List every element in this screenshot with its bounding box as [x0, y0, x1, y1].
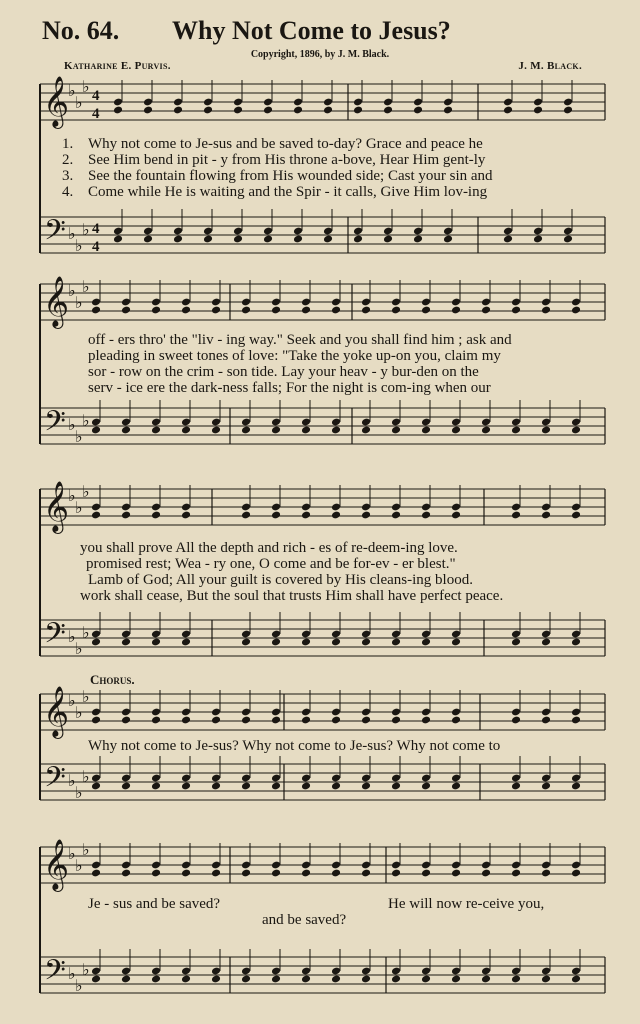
- note-head: [121, 638, 131, 647]
- note-head: [241, 716, 251, 725]
- note-head: [173, 106, 183, 115]
- note-head: [511, 638, 521, 647]
- flat-icon: ♭: [82, 411, 90, 430]
- author-credit: Katharine E. Purvis.: [64, 60, 171, 72]
- note-head: [481, 426, 491, 435]
- note-head: [271, 782, 281, 791]
- note-head: [271, 869, 281, 878]
- flat-icon: ♭: [68, 627, 76, 646]
- note-head: [353, 235, 363, 244]
- note-head: [151, 426, 161, 435]
- note-head: [571, 782, 581, 791]
- note-head: [211, 306, 221, 315]
- note-head: [451, 975, 461, 984]
- lyric-line: work shall cease, But the soul that trusts Him shall have perfect peace.: [80, 588, 504, 604]
- flat-icon: ♭: [75, 293, 83, 312]
- flat-icon: ♭: [75, 856, 83, 875]
- note-head: [301, 426, 311, 435]
- note-head: [331, 975, 341, 984]
- note-head: [121, 869, 131, 878]
- note-head: [451, 306, 461, 315]
- note-head: [293, 106, 303, 115]
- note-head: [91, 716, 101, 725]
- note-head: [181, 638, 191, 647]
- chorus-lyric-line: Why not come to Je-sus? Why not come to Je-sus? Why not come to: [88, 738, 501, 754]
- note-head: [331, 782, 341, 791]
- note-head: [181, 306, 191, 315]
- note-head: [541, 716, 551, 725]
- treble-clef-icon: 𝄞: [43, 76, 70, 127]
- flat-icon: ♭: [82, 623, 90, 642]
- note-head: [391, 426, 401, 435]
- note-head: [301, 638, 311, 647]
- treble-clef-icon: 𝄞: [43, 481, 70, 532]
- note-head: [91, 511, 101, 520]
- lyric-line: Lamb of God; All your guilt is covered by His cleans-ing blood.: [88, 572, 473, 588]
- lyric-line: 4. Come while He is waiting and the Spir - it calls, Give Him lov-ing: [62, 184, 488, 200]
- note-head: [271, 306, 281, 315]
- note-head: [271, 511, 281, 520]
- note-head: [113, 235, 123, 244]
- note-head: [241, 975, 251, 984]
- note-head: [361, 306, 371, 315]
- note-head: [571, 638, 581, 647]
- note-head: [181, 426, 191, 435]
- note-head: [391, 975, 401, 984]
- flat-icon: ♭: [68, 771, 76, 790]
- note-head: [421, 782, 431, 791]
- note-head: [361, 869, 371, 878]
- note-head: [533, 235, 543, 244]
- note-head: [563, 106, 573, 115]
- note-head: [511, 716, 521, 725]
- note-head: [271, 638, 281, 647]
- time-signature-bottom: 4: [92, 106, 100, 122]
- note-head: [361, 782, 371, 791]
- note-head: [241, 306, 251, 315]
- lyric-line: pleading in sweet tones of love: "Take the yoke up-on you, claim my: [88, 348, 501, 364]
- note-head: [91, 306, 101, 315]
- note-head: [391, 869, 401, 878]
- note-head: [383, 235, 393, 244]
- flat-icon: ♭: [75, 498, 83, 517]
- note-head: [151, 975, 161, 984]
- note-head: [361, 975, 371, 984]
- note-head: [271, 716, 281, 725]
- note-head: [563, 235, 573, 244]
- note-head: [571, 426, 581, 435]
- note-head: [451, 782, 461, 791]
- flat-icon: ♭: [68, 81, 76, 100]
- note-head: [121, 975, 131, 984]
- note-head: [211, 869, 221, 878]
- note-head: [511, 869, 521, 878]
- flat-icon: ♭: [68, 691, 76, 710]
- flat-icon: ♭: [75, 639, 83, 658]
- note-head: [301, 869, 311, 878]
- note-head: [151, 638, 161, 647]
- note-head: [353, 106, 363, 115]
- chorus-lyric-line: Je - sus and be saved?: [88, 896, 221, 912]
- note-head: [143, 106, 153, 115]
- time-signature-top: 4: [92, 88, 100, 104]
- note-head: [391, 716, 401, 725]
- flat-icon: ♭: [82, 482, 90, 501]
- bass-clef-icon: 𝄢: [44, 761, 66, 801]
- note-head: [211, 426, 221, 435]
- chorus-lyric-line: He will now re-ceive you,: [388, 896, 545, 912]
- note-head: [263, 235, 273, 244]
- note-head: [511, 975, 521, 984]
- note-head: [361, 511, 371, 520]
- note-head: [241, 511, 251, 520]
- note-head: [421, 638, 431, 647]
- note-head: [121, 782, 131, 791]
- lyric-line: you shall prove All the depth and rich - es of re-deem-ing love.: [80, 540, 458, 556]
- note-head: [451, 716, 461, 725]
- note-head: [451, 869, 461, 878]
- note-head: [181, 869, 191, 878]
- note-head: [541, 306, 551, 315]
- note-head: [301, 511, 311, 520]
- flat-icon: ♭: [82, 220, 90, 239]
- lyric-line: promised rest; Wea - ry one, O come and be for-ev - er blest.": [86, 556, 456, 572]
- note-head: [391, 511, 401, 520]
- note-head: [271, 426, 281, 435]
- lyric-line: 2. See Him bend in pit - y from His throne a-bove, Hear Him gent-ly: [62, 152, 486, 168]
- note-head: [391, 306, 401, 315]
- note-head: [181, 782, 191, 791]
- note-head: [181, 975, 191, 984]
- note-head: [151, 511, 161, 520]
- note-head: [241, 782, 251, 791]
- note-head: [413, 106, 423, 115]
- note-head: [481, 869, 491, 878]
- note-head: [541, 638, 551, 647]
- note-head: [203, 235, 213, 244]
- note-head: [511, 426, 521, 435]
- note-head: [361, 426, 371, 435]
- flat-icon: ♭: [68, 415, 76, 434]
- note-head: [541, 426, 551, 435]
- note-head: [361, 716, 371, 725]
- lyric-line: 1. Why not come to Je-sus and be saved to-day? Grace and peace he: [62, 136, 483, 152]
- note-head: [571, 511, 581, 520]
- flat-icon: ♭: [68, 486, 76, 505]
- note-head: [421, 511, 431, 520]
- note-head: [233, 106, 243, 115]
- note-head: [241, 638, 251, 647]
- note-head: [301, 716, 311, 725]
- note-head: [91, 869, 101, 878]
- bass-clef-icon: 𝄢: [44, 954, 66, 994]
- note-head: [151, 782, 161, 791]
- treble-clef-icon: 𝄞: [43, 839, 70, 890]
- note-head: [211, 716, 221, 725]
- bass-clef-icon: 𝄢: [44, 405, 66, 445]
- flat-icon: ♭: [68, 844, 76, 863]
- note-head: [301, 975, 311, 984]
- note-head: [481, 306, 491, 315]
- note-head: [113, 106, 123, 115]
- note-head: [181, 511, 191, 520]
- note-head: [173, 235, 183, 244]
- note-head: [323, 235, 333, 244]
- note-head: [511, 511, 521, 520]
- note-head: [443, 235, 453, 244]
- bass-clef-icon: 𝄢: [44, 617, 66, 657]
- note-head: [421, 975, 431, 984]
- note-head: [391, 638, 401, 647]
- copyright-line: Copyright, 1896, by J. M. Black.: [250, 49, 390, 60]
- composer-credit: J. M. Black.: [518, 60, 582, 72]
- note-head: [451, 638, 461, 647]
- note-head: [451, 511, 461, 520]
- note-head: [331, 426, 341, 435]
- note-head: [121, 306, 131, 315]
- note-head: [541, 869, 551, 878]
- note-head: [121, 426, 131, 435]
- note-head: [541, 782, 551, 791]
- flat-icon: ♭: [75, 236, 83, 255]
- chorus-lyric-line: and be saved?: [262, 912, 347, 928]
- note-head: [541, 975, 551, 984]
- lyric-line: 3. See the fountain flowing from His wounded side; Cast your sin and: [62, 168, 493, 184]
- note-head: [293, 235, 303, 244]
- note-head: [331, 716, 341, 725]
- note-head: [511, 782, 521, 791]
- note-head: [151, 306, 161, 315]
- lyric-line: off - ers thro' the "liv - ing way." Seek and you shall find him ; ask and: [88, 332, 512, 348]
- note-head: [331, 638, 341, 647]
- note-head: [421, 869, 431, 878]
- note-head: [91, 782, 101, 791]
- note-head: [151, 869, 161, 878]
- note-head: [263, 106, 273, 115]
- flat-icon: ♭: [75, 783, 83, 802]
- note-head: [121, 511, 131, 520]
- note-head: [571, 869, 581, 878]
- flat-icon: ♭: [82, 767, 90, 786]
- flat-icon: ♭: [75, 976, 83, 995]
- flat-icon: ♭: [75, 427, 83, 446]
- note-head: [481, 975, 491, 984]
- note-head: [91, 975, 101, 984]
- note-head: [233, 235, 243, 244]
- flat-icon: ♭: [68, 224, 76, 243]
- note-head: [143, 235, 153, 244]
- flat-icon: ♭: [82, 277, 90, 296]
- flat-icon: ♭: [82, 960, 90, 979]
- note-head: [383, 106, 393, 115]
- flat-icon: ♭: [75, 93, 83, 112]
- hymn-title: Why Not Come to Jesus?: [172, 16, 451, 45]
- flat-icon: ♭: [68, 281, 76, 300]
- flat-icon: ♭: [82, 77, 90, 96]
- note-head: [301, 306, 311, 315]
- note-head: [203, 106, 213, 115]
- note-head: [331, 869, 341, 878]
- note-head: [511, 306, 521, 315]
- flat-icon: ♭: [68, 964, 76, 983]
- flat-icon: ♭: [75, 703, 83, 722]
- note-head: [571, 716, 581, 725]
- note-head: [391, 782, 401, 791]
- treble-clef-icon: 𝄞: [43, 686, 70, 737]
- time-signature-bottom: 4: [92, 239, 100, 255]
- note-head: [451, 426, 461, 435]
- lyric-line: sor - row on the crim - son tide. Lay your heav - y bur-den on the: [88, 364, 479, 380]
- bass-clef-icon: 𝄢: [44, 214, 66, 254]
- note-head: [443, 106, 453, 115]
- note-head: [331, 511, 341, 520]
- note-head: [571, 975, 581, 984]
- note-head: [421, 716, 431, 725]
- note-head: [533, 106, 543, 115]
- flat-icon: ♭: [82, 840, 90, 859]
- note-head: [181, 716, 191, 725]
- note-head: [91, 638, 101, 647]
- note-head: [91, 426, 101, 435]
- note-head: [571, 306, 581, 315]
- note-head: [421, 306, 431, 315]
- note-head: [121, 716, 131, 725]
- hymn-number: No. 64.: [42, 16, 120, 45]
- note-head: [541, 511, 551, 520]
- note-head: [271, 975, 281, 984]
- chorus-label: Chorus.: [90, 672, 135, 687]
- note-head: [413, 235, 423, 244]
- time-signature-top: 4: [92, 221, 100, 237]
- note-head: [241, 426, 251, 435]
- treble-clef-icon: 𝄞: [43, 276, 70, 327]
- note-head: [323, 106, 333, 115]
- note-head: [211, 782, 221, 791]
- note-head: [211, 975, 221, 984]
- note-head: [151, 716, 161, 725]
- note-head: [301, 782, 311, 791]
- flat-icon: ♭: [82, 687, 90, 706]
- note-head: [421, 426, 431, 435]
- note-head: [331, 306, 341, 315]
- lyric-line: serv - ice ere the dark-ness falls; For the night is com-ing when our: [88, 380, 491, 396]
- note-head: [503, 106, 513, 115]
- note-head: [241, 869, 251, 878]
- note-head: [361, 638, 371, 647]
- note-head: [503, 235, 513, 244]
